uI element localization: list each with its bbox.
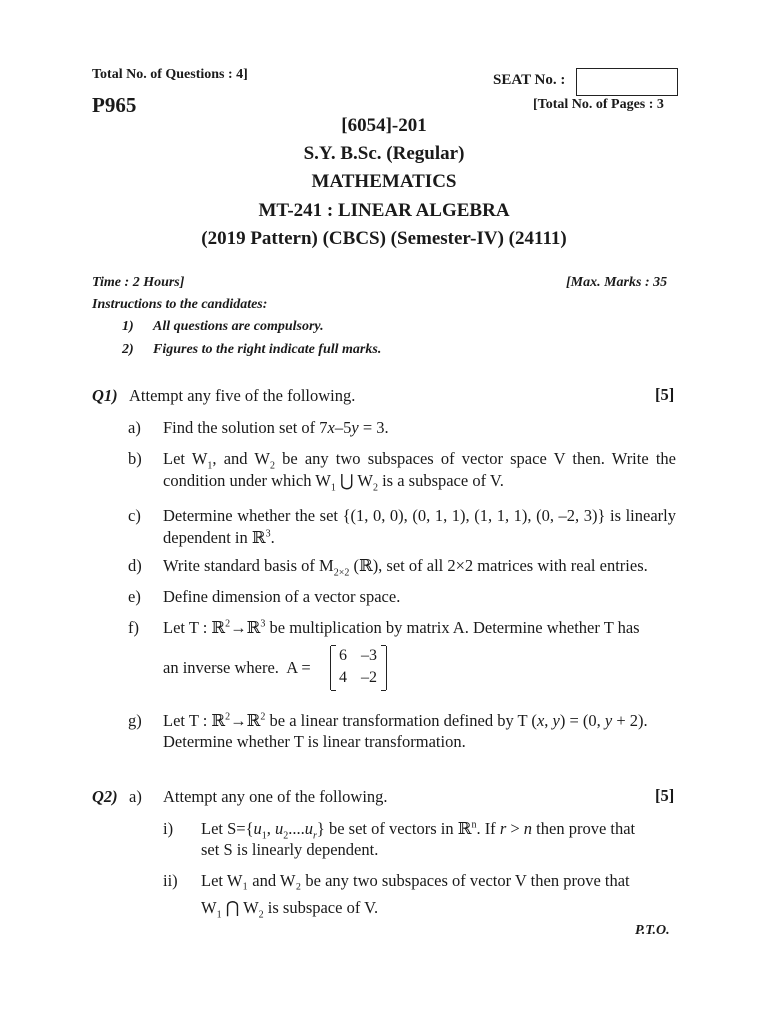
max-marks: [Max. Marks : 35 <box>566 275 668 290</box>
pto-label: P.T.O. <box>635 923 670 938</box>
total-pages: [Total No. of Pages : 3 <box>533 97 664 112</box>
q2-item-i-line2: set S is linearly dependent. <box>201 840 379 859</box>
instruction-number: 1) <box>122 319 134 334</box>
q1-item-e-text: Define dimension of a vector space. <box>163 587 401 606</box>
paper-title: MT-241 : LINEAR ALGEBRA <box>258 200 510 221</box>
instruction-text: Figures to the right indicate full marks. <box>153 342 382 357</box>
q1-item-number: b) <box>128 449 142 468</box>
q1-item-number: a) <box>128 418 141 437</box>
matrix-cell: –2 <box>361 669 377 686</box>
q2-item-number: i) <box>163 819 174 838</box>
q1-item-b-text: Let $W_1$, and $W_2$ be any two subspaces of vector space V then. Write the condition under which $W_1$ ⋃ $W_2$ is a subspace of V. <box>163 449 676 494</box>
q1-marks: [5] <box>655 385 675 404</box>
matrix-cell: –3 <box>361 647 377 664</box>
seat-no-label: SEAT No. : <box>493 72 566 88</box>
exam-code: [6054]-201 <box>341 115 427 136</box>
matrix-cell: 6 <box>339 647 347 664</box>
q1-item-number: e) <box>128 587 141 606</box>
matrix-a <box>330 646 387 690</box>
q2-item-ii-line2: $W_1$ ⋂ $W_2$ is subspace of V. <box>201 898 379 921</box>
q1-label: Q1) <box>92 386 118 405</box>
q2-item-i-line1: Let $S=\{u_1$, $u_2....u_r$} be set of vectors in ℝ$^n$. If r > n then prove that <box>201 819 636 842</box>
matrix-cell: 4 <box>339 669 347 686</box>
q1-item-f-line2: an inverse where. A = <box>163 658 311 677</box>
instruction-text: All questions are compulsory. <box>153 319 324 334</box>
q2-sub-label: a) <box>129 787 142 806</box>
q2-title: Attempt any one of the following. <box>163 787 388 806</box>
q1-item-number: d) <box>128 556 142 575</box>
q1-item-g-line1: Let T : ℝ$^2$→ℝ$^2$ be a linear transformation defined by T (x, y) = (0, y + 2). <box>163 711 648 730</box>
paper-code: P965 <box>92 93 137 117</box>
course-title: S.Y. B.Sc. (Regular) <box>303 143 465 164</box>
q1-item-f-line1: Let T : ℝ$^2$→ℝ$^3$ be multiplication by matrix A. Determine whether T has <box>163 618 640 637</box>
q2-item-number: ii) <box>163 871 178 890</box>
q1-item-a-text: Find the solution set of 7x–5y = 3. <box>163 418 389 437</box>
q1-item-c-text: Determine whether the set {(1, 0, 0), (0, 1, 1), (1, 1, 1), (0, –2, 3)} is linearly dependent in ℝ$^3$. <box>163 506 676 547</box>
q2-marks: [5] <box>655 786 675 805</box>
seat-no-box[interactable] <box>576 68 678 96</box>
q1-item-number: c) <box>128 506 141 525</box>
instructions-title: Instructions to the candidates: <box>92 297 268 312</box>
pattern-title: (2019 Pattern) (CBCS) (Semester-IV) (24111) <box>201 228 567 249</box>
subject-title: MATHEMATICS <box>311 171 457 192</box>
total-questions: Total No. of Questions : 4] <box>92 67 248 82</box>
q2-label: Q2) <box>92 787 118 806</box>
instruction-number: 2) <box>122 342 134 357</box>
time-label: Time : 2 Hours] <box>92 275 185 290</box>
q1-item-number: f) <box>128 618 139 637</box>
q1-title: Attempt any five of the following. <box>129 386 356 405</box>
q2-item-ii-line1: Let W₁ and W₂ be any two subspaces of vector V then prove that <box>201 871 630 890</box>
q1-item-number: g) <box>128 711 142 730</box>
q1-item-d-text: Write standard basis of $M_{2\times 2}$ (ℝ), set of all 2×2 matrices with real entries. <box>163 556 648 579</box>
q1-item-g-line2: Determine whether T is linear transformation. <box>163 732 466 751</box>
